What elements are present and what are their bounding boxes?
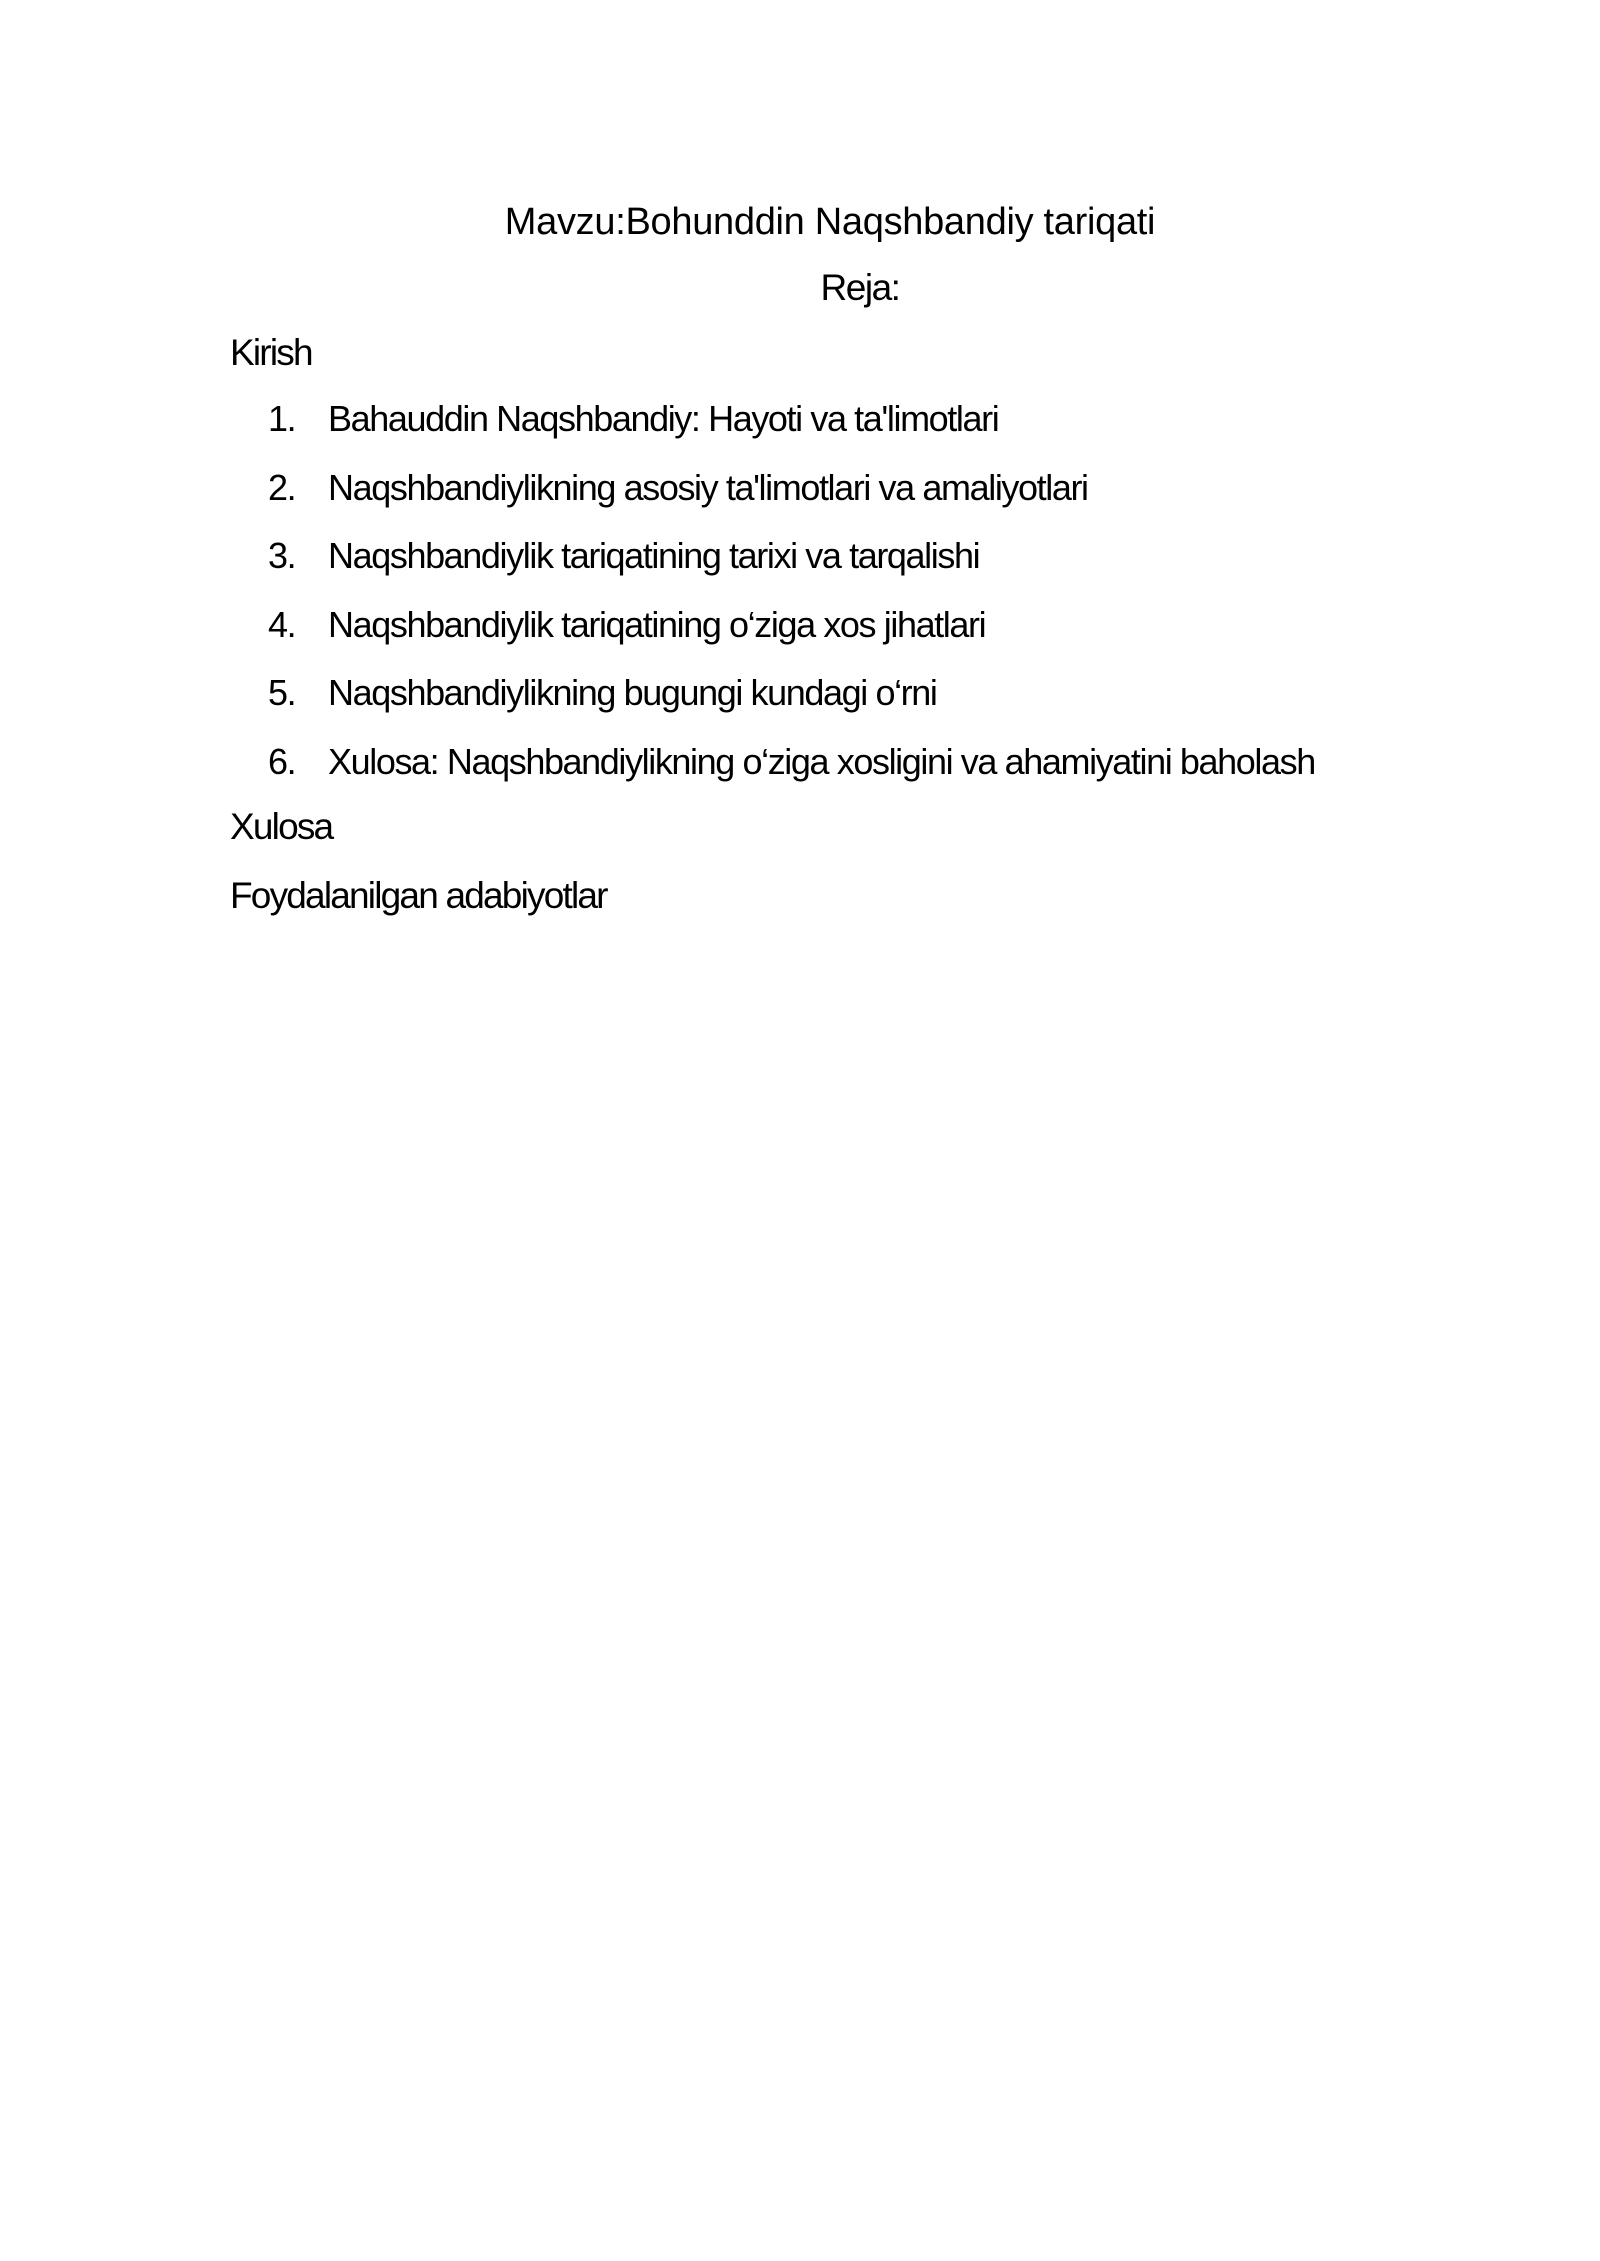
plan-item-number-wrap [230,530,328,582]
plan-item [230,667,1315,736]
plan-item-text: Naqshbandiylikning bugungi kundagi o‘rni [328,672,937,713]
plan-heading: Reja: [820,267,900,308]
plan-list [230,393,1315,804]
plan-item-text: Bahauddin Naqshbandiy: Hayoti va ta'limotlari [328,398,999,439]
document-title: Mavzu:Bohunddin Naqshbandiy tariqati [504,201,1156,243]
plan-item-number-wrap [230,599,328,651]
plan-item-text: Naqshbandiylik tariqatining tarixi va tarqalishi [328,535,980,576]
plan-item-number: 4. [268,603,296,645]
section-heading-intro: Kirish [230,332,312,373]
plan-item-number: 5. [268,672,296,713]
plan-item [230,736,1315,805]
plan-item-number: 3. [268,535,296,576]
plan-item [230,462,1315,531]
plan-item-number-wrap [230,393,328,445]
plan-item-text: Xulosa: Naqshbandiylikning o‘ziga xosligini va ahamiyatini baholash [328,740,1315,782]
section-heading-conclusion: Xulosa [230,806,333,847]
plan-item-number: 1. [268,398,296,439]
plan-item [230,393,1315,462]
plan-item-number-wrap [230,736,328,788]
plan-item [230,530,1315,599]
plan-item [230,599,1315,668]
plan-item-number-wrap [230,462,328,514]
section-heading-references: Foydalanilgan adabiyotlar [230,875,607,916]
plan-item-number-wrap [230,667,328,719]
plan-item-text: Naqshbandiylikning asosiy ta'limotlari va amaliyotlari [328,466,1088,508]
plan-item-text: Naqshbandiylik tariqatining o‘ziga xos jihatlari [328,603,986,645]
plan-item-number: 2. [268,466,296,508]
plan-item-number: 6. [268,740,296,782]
